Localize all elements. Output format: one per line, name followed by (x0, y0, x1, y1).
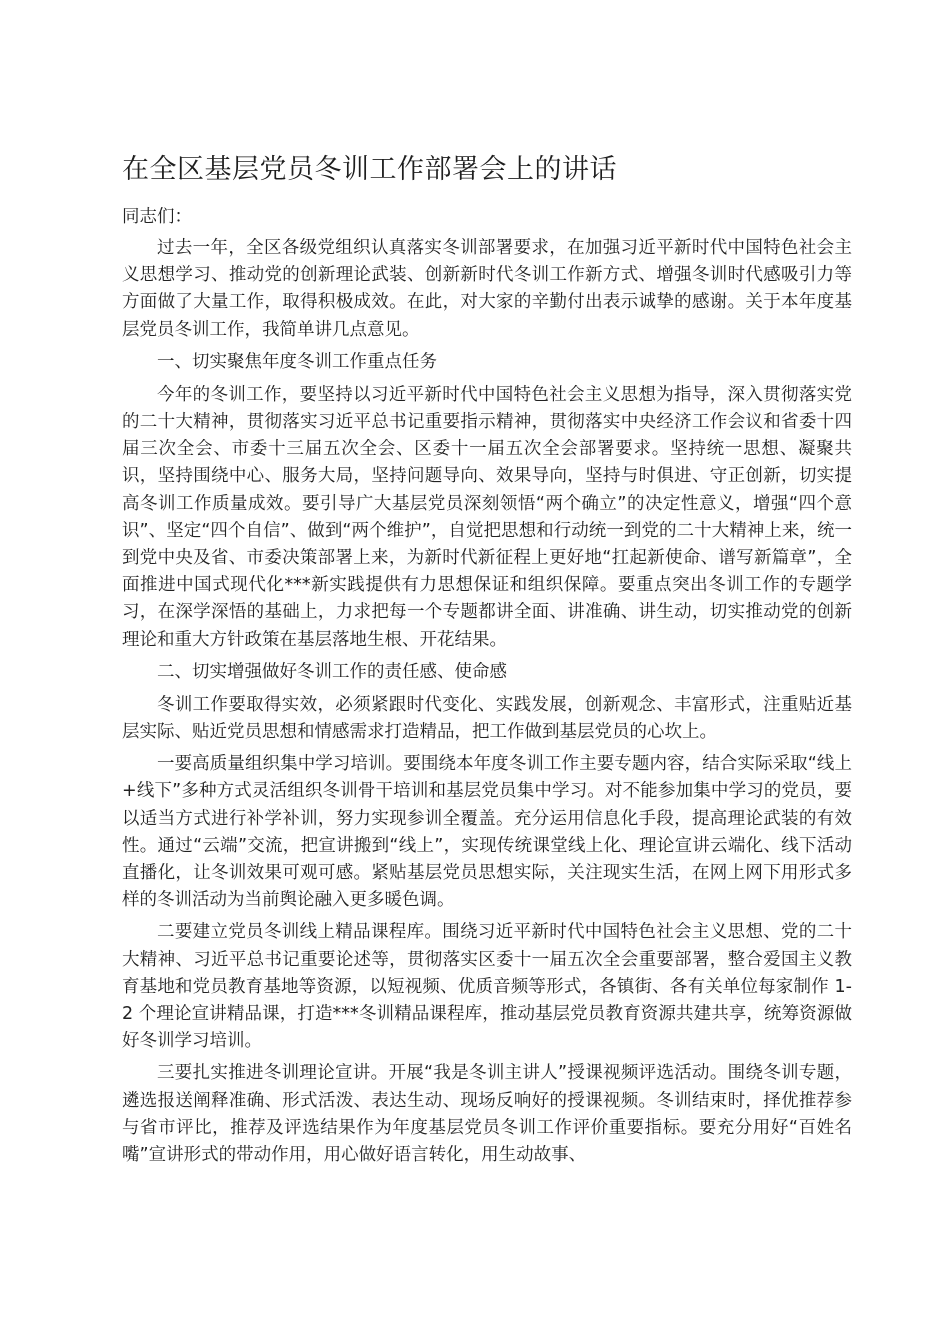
section1-paragraph: 今年的冬训工作，要坚持以习近平新时代中国特色社会主义思想为指导，深入贯彻落实党的二十大精神，贯彻落实习近平总书记重要指示精神，贯彻落实中央经济工作会议和省委十四届三次全会、市委十三届五次全会、区委十一届五次全会部署要求。坚持统一思想、凝聚共识，坚持围绕中心、服务大局，坚持问题导向、效果导向，坚持与时俱进、守正创新，切实提高冬训工作质量成效。要引导广大基层党员深刻领悟“两个确立”的决定性意义，增强“四个意识”、坚定“四个自信”、做到“两个维护”，自觉把思想和行动统一到党的二十大精神上来，统一到党中央及省、市委决策部署上来，为新时代新征程上更好地“扛起新使命、谱写新篇章”，全面推进中国式现代化***新实践提供有力思想保证和组织保障。要重点突出冬训工作的专题学习，在深学深悟的基础上，力求把每一个专题都讲全面、讲准确、讲生动，切实推动党的创新理论和重大方针政策在基层落地生根、开花结果。 (122, 384, 852, 650)
section2-paragraph: 二要建立党员冬训线上精品课程库。围绕习近平新时代中国特色社会主义思想、党的二十大精神、习近平总书记重要论述等，贯彻落实区委十一届五次全会重要部署，整合爱国主义教育基地和党员教育基地等资源，以短视频、优质音频等形式，各镇街、各有关单位每家制作 1-2 个理论宣讲精品课，打造***冬训精品课程库，推动基层党员教育资源共建共享，统筹资源做好冬训学习培训。 (122, 922, 852, 1052)
document-body (122, 150, 852, 1174)
section-heading-2: 二、切实增强做好冬训工作的责任感、使命感 (157, 661, 507, 682)
section2-paragraph: 冬训工作要取得实效，必须紧跟时代变化、实践发展，创新观念、丰富形式，注重贴近基层实际、贴近党员思想和情感需求打造精品，把工作做到基层党员的心坎上。 (122, 694, 852, 743)
intro-paragraph: 过去一年，全区各级党组织认真落实冬训部署要求，在加强习近平新时代中国特色社会主义思想学习、推动党的创新理论武装、创新新时代冬训工作新方式、增强冬训时代感吸引力等方面做了大量工作，取得积极成效。在此，对大家的辛勤付出表示诚挚的感谢。关于本年度基层党员冬训工作，我简单讲几点意见。 (122, 238, 852, 340)
section-heading-1: 一、切实聚焦年度冬训工作重点任务 (157, 351, 437, 372)
section2-paragraph: 一要高质量组织集中学习培训。要围绕本年度冬训工作主要专题内容，结合实际采取“线上+线下”多种方式灵活组织冬训骨干培训和基层党员集中学习。对不能参加集中学习的党员，要以适当方式进行补学补训，努力实现参训全覆盖。充分运用信息化手段，提高理论武装的有效性。通过“云端”交流，把宣讲搬到“线上”，实现传统课堂线上化、理论宣讲云端化、线下活动直播化，让冬训效果可观可感。紧贴基层党员思想实际，关注现实生活，在网上网下用形式多样的冬训活动为当前舆论融入更多暖色调。 (122, 754, 852, 911)
document-title: 在全区基层党员冬训工作部署会上的讲话 (122, 154, 617, 185)
section2-paragraph: 三要扎实推进冬训理论宣讲。开展“我是冬训主讲人”授课视频评选活动。围绕冬训专题，遴选报送阐释准确、形式活泼、表达生动、现场反响好的授课视频。冬训结束时，择优推荐参与省市评比，推荐及评选结果作为年度基层党员冬训工作评价重要指标。要充分用好“百姓名嘴”宣讲形式的带动作用，用心做好语言转化，用生动故事、 (122, 1063, 852, 1166)
salutation: 同志们： (122, 207, 192, 227)
